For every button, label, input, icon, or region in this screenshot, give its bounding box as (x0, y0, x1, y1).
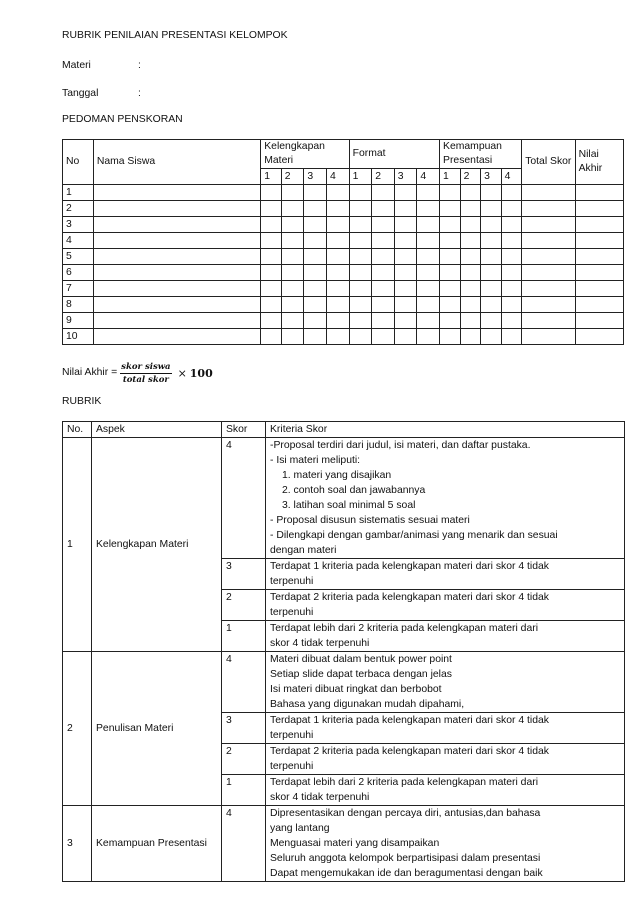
criteria-line: Terdapat 2 kriteria pada kelengkapan materi dari skor 4 tidak (270, 592, 549, 603)
score-cell (304, 217, 327, 233)
score-cell (481, 249, 502, 265)
score-cell (522, 201, 575, 217)
score-level: 4 (222, 652, 266, 713)
criteria-line: terpenuhi (270, 730, 314, 741)
criteria-line: Terdapat 1 kriteria pada kelengkapan materi dari skor 4 tidak (270, 561, 549, 572)
criteria-line: 3. latihan soal minimal 5 soal (282, 500, 416, 511)
row-number: 8 (63, 297, 94, 313)
score-cell (501, 281, 522, 297)
table-row (63, 201, 624, 217)
table-row (63, 185, 624, 201)
score-cell (93, 313, 260, 329)
score-cell (349, 329, 372, 345)
score-cell (501, 249, 522, 265)
score-cell (501, 185, 522, 201)
score-cell (326, 297, 349, 313)
score-cell (349, 249, 372, 265)
header-nilai-akhir: Nilai Akhir (575, 140, 623, 185)
score-cell (460, 281, 481, 297)
row-number: 4 (63, 233, 94, 249)
score-header-row (63, 140, 624, 169)
table-row (63, 265, 624, 281)
score-cell (372, 217, 395, 233)
tanggal-colon: : (138, 88, 141, 99)
sub-score-header: 3 (304, 169, 327, 185)
score-cell (281, 329, 304, 345)
score-cell (575, 297, 623, 313)
score-cell (261, 249, 282, 265)
rubric-row (63, 806, 625, 882)
score-cell (261, 217, 282, 233)
criteria-cell (266, 806, 625, 882)
criteria-line: terpenuhi (270, 576, 314, 587)
score-cell (575, 329, 623, 345)
score-cell (440, 185, 461, 201)
sub-score-header: 4 (326, 169, 349, 185)
score-cell (522, 265, 575, 281)
criteria-line: 1. materi yang disajikan (282, 470, 392, 481)
score-cell (281, 185, 304, 201)
score-cell (417, 265, 440, 281)
score-cell (481, 185, 502, 201)
score-cell (372, 265, 395, 281)
score-cell (417, 201, 440, 217)
score-cell (460, 217, 481, 233)
score-cell (460, 297, 481, 313)
score-cell (481, 297, 502, 313)
header-kelengkapan-materi: Kelengkapan Materi (261, 140, 349, 169)
score-cell (481, 313, 502, 329)
rubrik-heading: RUBRIK (62, 396, 102, 407)
criteria-line: terpenuhi (270, 761, 314, 772)
header-kemampuan-presentasi: Kemampuan Presentasi (440, 140, 522, 169)
score-cell (281, 217, 304, 233)
table-row (63, 329, 624, 345)
score-cell (304, 281, 327, 297)
score-cell (281, 233, 304, 249)
criteria-line: Bahasa yang digunakan mudah dipahami, (270, 699, 465, 710)
score-cell (394, 281, 417, 297)
score-cell (304, 297, 327, 313)
score-cell (575, 233, 623, 249)
score-cell (349, 297, 372, 313)
score-cell (417, 233, 440, 249)
score-cell (394, 313, 417, 329)
score-cell (417, 185, 440, 201)
score-cell (261, 265, 282, 281)
score-cell (304, 249, 327, 265)
score-level: 3 (222, 559, 266, 590)
score-level: 1 (222, 775, 266, 806)
rubric-row (63, 438, 625, 559)
score-cell (501, 297, 522, 313)
aspect-name: Kemampuan Presentasi (92, 806, 222, 882)
score-cell (522, 217, 575, 233)
formula-times-sign: × (177, 366, 187, 380)
score-cell (394, 265, 417, 281)
score-cell (394, 201, 417, 217)
score-cell (522, 313, 575, 329)
table-row (63, 217, 624, 233)
score-cell (481, 329, 502, 345)
score-cell (326, 265, 349, 281)
row-number: 6 (63, 265, 94, 281)
score-cell (394, 185, 417, 201)
header-no: No (63, 140, 94, 185)
score-cell (417, 217, 440, 233)
aspect-name: Kelengkapan Materi (92, 438, 222, 652)
score-cell (372, 185, 395, 201)
score-cell (440, 201, 461, 217)
aspect-number: 1 (63, 438, 92, 652)
criteria-line: skor 4 tidak terpenuhi (270, 792, 370, 803)
sub-score-header: 3 (394, 169, 417, 185)
sub-score-header: 2 (281, 169, 304, 185)
row-number: 1 (63, 185, 94, 201)
score-cell (575, 313, 623, 329)
criteria-cell (266, 775, 625, 806)
criteria-line: Seluruh anggota kelompok berpartisipasi dalam presentasi (270, 853, 541, 864)
score-cell (575, 185, 623, 201)
formula-fraction (120, 362, 171, 385)
score-cell (349, 281, 372, 297)
criteria-line: - Dilengkapi dengan gambar/animasi yang menarik dan sesuai (270, 530, 558, 541)
score-level: 4 (222, 806, 266, 882)
table-row (63, 313, 624, 329)
criteria-line: - Proposal disusun sistematis sesuai materi (270, 515, 470, 526)
score-cell (93, 297, 260, 313)
score-cell (326, 233, 349, 249)
score-cell (93, 265, 260, 281)
score-cell (326, 185, 349, 201)
score-cell (326, 201, 349, 217)
score-cell (304, 233, 327, 249)
score-cell (261, 281, 282, 297)
formula-numerator: skor siswa (121, 362, 171, 372)
score-cell (460, 233, 481, 249)
score-cell (261, 329, 282, 345)
score-cell (394, 297, 417, 313)
sub-score-header: 1 (349, 169, 372, 185)
score-cell (575, 201, 623, 217)
aspect-name: Penulisan Materi (92, 652, 222, 806)
score-cell (575, 249, 623, 265)
score-level: 1 (222, 621, 266, 652)
score-cell (440, 249, 461, 265)
score-cell (417, 281, 440, 297)
score-cell (349, 313, 372, 329)
sub-score-header: 4 (417, 169, 440, 185)
criteria-cell (266, 559, 625, 590)
score-cell (372, 329, 395, 345)
score-cell (501, 233, 522, 249)
criteria-cell (266, 590, 625, 621)
tanggal-row (62, 87, 262, 103)
score-level: 2 (222, 744, 266, 775)
score-cell (481, 233, 502, 249)
table-row (63, 233, 624, 249)
header-nama-siswa: Nama Siswa (93, 140, 260, 185)
table-row (63, 281, 624, 297)
sub-score-header: 2 (372, 169, 395, 185)
score-cell (349, 265, 372, 281)
score-cell (460, 185, 481, 201)
score-cell (349, 185, 372, 201)
score-cell (417, 297, 440, 313)
score-cell (93, 329, 260, 345)
score-cell (304, 329, 327, 345)
score-cell (261, 313, 282, 329)
row-number: 3 (63, 217, 94, 233)
score-cell (93, 217, 260, 233)
criteria-line: -Proposal terdiri dari judul, isi materi, dan daftar pustaka. (270, 440, 531, 451)
criteria-cell (266, 713, 625, 744)
score-cell (372, 297, 395, 313)
score-cell (372, 233, 395, 249)
score-cell (575, 217, 623, 233)
score-cell (501, 201, 522, 217)
score-cell (522, 233, 575, 249)
score-cell (281, 313, 304, 329)
score-cell (281, 201, 304, 217)
criteria-line: terpenuhi (270, 607, 314, 618)
score-cell (501, 313, 522, 329)
sub-score-header: 4 (501, 169, 522, 185)
score-cell (460, 329, 481, 345)
criteria-line: Terdapat lebih dari 2 kriteria pada kelengkapan materi dari (270, 623, 539, 634)
criteria-line: Dipresentasikan dengan percaya diri, antusias,dan bahasa (270, 808, 541, 819)
tanggal-label: Tanggal (62, 88, 99, 99)
score-cell (261, 233, 282, 249)
row-number: 9 (63, 313, 94, 329)
score-cell (93, 201, 260, 217)
criteria-line: yang lantang (270, 823, 330, 834)
score-cell (460, 249, 481, 265)
sub-score-header: 1 (261, 169, 282, 185)
document-title: RUBRIK PENILAIAN PRESENTASI KELOMPOK (62, 30, 288, 41)
score-cell (440, 233, 461, 249)
criteria-line: Dapat mengemukakan ide dan beragumentasi dengan baik (270, 868, 543, 879)
criteria-line: Terdapat lebih dari 2 kriteria pada kelengkapan materi dari (270, 777, 539, 788)
score-cell (460, 265, 481, 281)
score-cell (394, 217, 417, 233)
score-table (62, 139, 624, 345)
score-cell (522, 249, 575, 265)
score-cell (372, 313, 395, 329)
score-cell (326, 217, 349, 233)
score-cell (522, 185, 575, 201)
score-cell (522, 297, 575, 313)
criteria-line: 2. contoh soal dan jawabannya (282, 485, 426, 496)
score-cell (417, 249, 440, 265)
score-cell (304, 313, 327, 329)
score-cell (394, 249, 417, 265)
criteria-line: Setiap slide dapat terbaca dengan jelas (270, 669, 452, 680)
score-cell (501, 265, 522, 281)
row-number: 10 (63, 329, 94, 345)
sub-score-header: 3 (481, 169, 502, 185)
score-cell (522, 281, 575, 297)
rubric-header-skor: Skor (222, 422, 266, 438)
score-cell (440, 281, 461, 297)
score-cell (93, 185, 260, 201)
score-cell (304, 201, 327, 217)
score-cell (93, 249, 260, 265)
score-cell (575, 281, 623, 297)
score-cell (372, 281, 395, 297)
score-cell (304, 185, 327, 201)
row-number: 2 (63, 201, 94, 217)
score-cell (481, 281, 502, 297)
rubric-header-kriteria: Kriteria Skor (266, 422, 625, 438)
criteria-cell (266, 652, 625, 713)
score-cell (417, 329, 440, 345)
criteria-line: Menguasai materi yang disampaikan (270, 838, 440, 849)
score-cell (349, 233, 372, 249)
score-cell (440, 313, 461, 329)
score-cell (501, 329, 522, 345)
score-cell (417, 313, 440, 329)
score-cell (575, 265, 623, 281)
score-cell (349, 201, 372, 217)
score-cell (326, 281, 349, 297)
score-cell (440, 265, 461, 281)
criteria-line: Terdapat 2 kriteria pada kelengkapan materi dari skor 4 tidak (270, 746, 549, 757)
formula-label: Nilai Akhir = (62, 367, 118, 379)
score-cell (522, 329, 575, 345)
aspect-number: 3 (63, 806, 92, 882)
score-level: 4 (222, 438, 266, 559)
rubric-header-no: No. (63, 422, 92, 438)
materi-label: Materi (62, 60, 91, 71)
score-cell (326, 249, 349, 265)
score-cell (281, 281, 304, 297)
formula-multiplier: 100 (189, 366, 213, 380)
materi-colon: : (138, 60, 141, 71)
rubric-row (63, 652, 625, 713)
criteria-line: skor 4 tidak terpenuhi (270, 638, 370, 649)
criteria-cell (266, 744, 625, 775)
table-row (63, 297, 624, 313)
row-number: 7 (63, 281, 94, 297)
score-cell (372, 201, 395, 217)
row-number: 5 (63, 249, 94, 265)
criteria-line: dengan materi (270, 545, 337, 556)
score-cell (372, 249, 395, 265)
score-cell (326, 329, 349, 345)
criteria-line: Isi materi dibuat ringkat dan berbobot (270, 684, 442, 695)
nilai-akhir-formula (62, 362, 213, 385)
sub-score-header: 2 (460, 169, 481, 185)
materi-row (62, 59, 262, 75)
table-row (63, 249, 624, 265)
rubric-table (62, 421, 625, 882)
score-cell (261, 297, 282, 313)
score-cell (349, 217, 372, 233)
score-cell (481, 201, 502, 217)
score-cell (93, 281, 260, 297)
score-level: 2 (222, 590, 266, 621)
score-cell (281, 297, 304, 313)
formula-denominator: total skor (122, 375, 169, 385)
score-cell (281, 249, 304, 265)
score-cell (326, 313, 349, 329)
aspect-number: 2 (63, 652, 92, 806)
score-cell (440, 217, 461, 233)
score-cell (394, 329, 417, 345)
pedoman-heading: PEDOMAN PENSKORAN (62, 114, 183, 125)
criteria-cell (266, 621, 625, 652)
score-cell (440, 297, 461, 313)
score-cell (440, 329, 461, 345)
criteria-cell (266, 438, 625, 559)
score-cell (481, 217, 502, 233)
score-cell (261, 185, 282, 201)
score-cell (460, 201, 481, 217)
criteria-line: Terdapat 1 kriteria pada kelengkapan materi dari skor 4 tidak (270, 715, 549, 726)
sub-score-header: 1 (440, 169, 461, 185)
rubric-header-aspek: Aspek (92, 422, 222, 438)
criteria-line: Materi dibuat dalam bentuk power point (270, 654, 452, 665)
score-cell (460, 313, 481, 329)
criteria-line: - Isi materi meliputi: (270, 455, 361, 466)
header-format: Format (349, 140, 439, 169)
score-cell (304, 265, 327, 281)
score-cell (394, 233, 417, 249)
score-cell (93, 233, 260, 249)
rubric-header-row (63, 422, 625, 438)
score-cell (261, 201, 282, 217)
score-level: 3 (222, 713, 266, 744)
score-cell (501, 217, 522, 233)
score-cell (481, 265, 502, 281)
score-cell (281, 265, 304, 281)
header-total-skor: Total Skor (522, 140, 575, 185)
